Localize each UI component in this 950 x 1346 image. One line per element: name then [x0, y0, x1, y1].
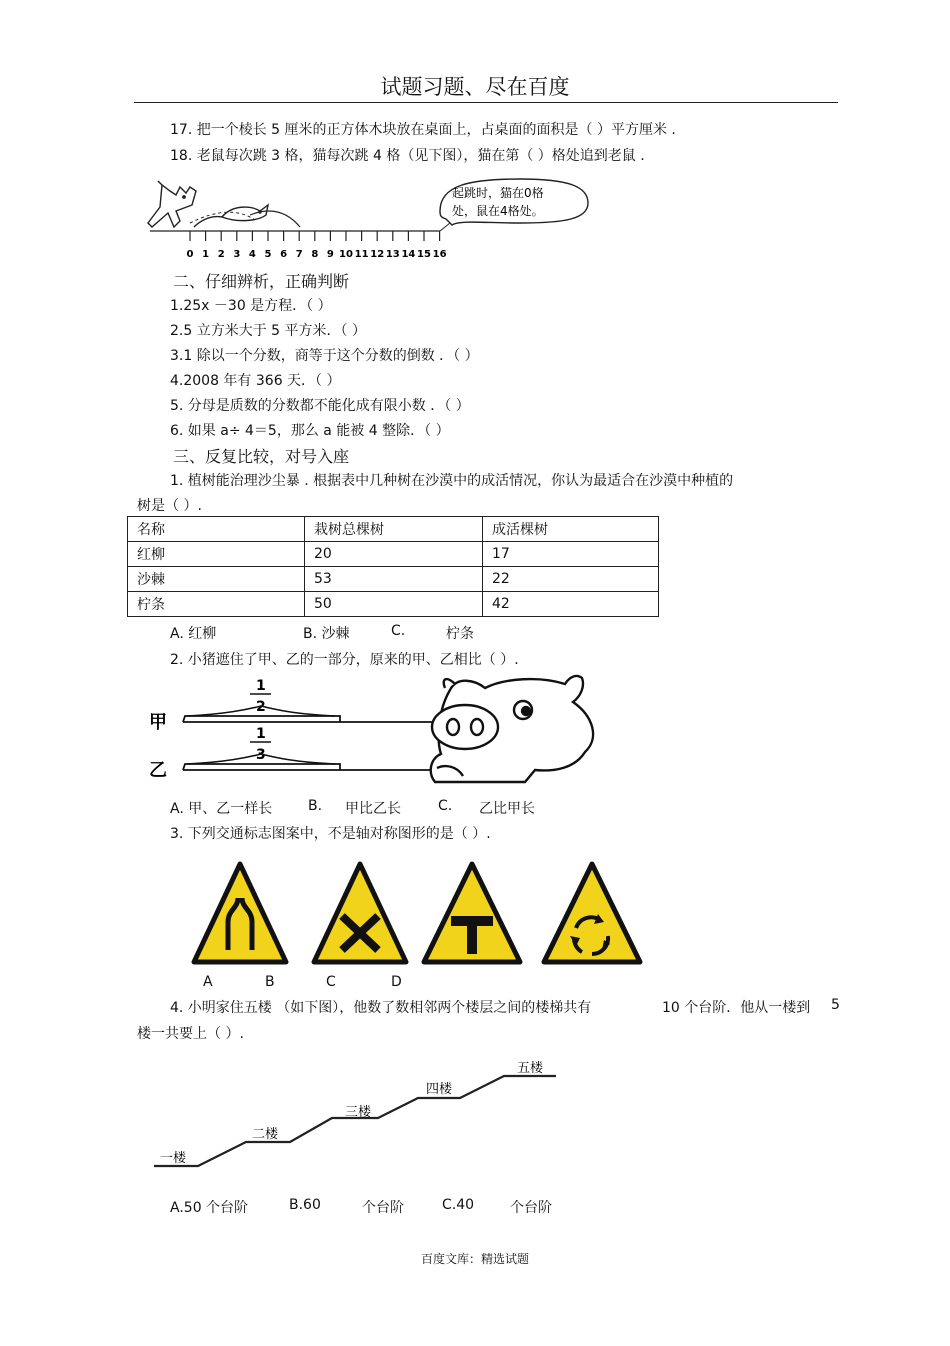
number-line-tick-label: 0	[186, 249, 194, 260]
number-line-tick-label: 15	[417, 249, 431, 260]
traffic-sign-d-roundabout-icon	[544, 864, 640, 962]
mc4-option-b-unit: 个台阶	[362, 1200, 404, 1216]
mc1-question-line1: 1. 植树能治理沙尘暴 . 根据表中几种树在沙漠中的成活情况，你认为最适合在沙漠中种植的	[170, 473, 734, 489]
number-line-tick-label: 16	[432, 249, 447, 260]
mc1-option-b: B. 沙棘	[303, 626, 350, 642]
mc2-option-b-text: 甲比乙长	[345, 801, 401, 817]
mc4-option-b-value: B.60	[289, 1197, 321, 1213]
number-line-tick-label: 14	[401, 249, 416, 260]
fraction-yi-denominator: 3	[256, 747, 266, 763]
bubble-text-line2: 处，鼠在4格处。	[452, 204, 544, 218]
judge-item-6: 6. 如果 a÷ 4＝5，那么 a 能被 4 整除．（ ）	[170, 423, 450, 439]
label-jia: 甲	[149, 712, 167, 733]
table-cell: 红柳	[128, 542, 305, 567]
mc2-question: 2. 小猪遮住了甲、乙的一部分，原来的甲、乙相比（ ）.	[170, 652, 519, 668]
table-header-cell: 成活棵树	[483, 517, 659, 542]
traffic-signs-figure	[190, 858, 645, 968]
fraction-jia-numerator: 1	[256, 678, 266, 694]
mc2-option-c-letter: C.	[438, 798, 453, 814]
floor-label-5: 五楼	[517, 1061, 544, 1076]
table-header-cell: 栽树总棵树	[305, 517, 483, 542]
judge-item-2: 2.5 立方米大于 5 平方米．（ ）	[170, 323, 366, 339]
table-cell: 53	[305, 567, 483, 592]
mc4-question-line1: 4. 小明家住五楼 （如下图），他数了数相邻两个楼层之间的楼梯共有	[170, 1000, 592, 1016]
section-3-title: 三、反复比较，对号入座	[173, 447, 350, 466]
number-line-tick-label: 7	[295, 249, 303, 260]
mc4-option-a: A.50 个台阶	[170, 1200, 249, 1216]
floor-label-1: 一楼	[160, 1151, 187, 1166]
table-row	[128, 567, 659, 592]
mc1-question-line2: 树是（ ）.	[137, 498, 202, 514]
mc2-option-a: A. 甲、乙一样长	[170, 801, 273, 817]
table-cell: 17	[483, 542, 659, 567]
mc1-option-c-letter: C.	[391, 623, 406, 639]
number-line-tick-label: 2	[217, 249, 225, 260]
mc2-option-c-text: 乙比甲长	[479, 801, 535, 817]
judge-item-5: 5. 分母是质数的分数都不能化成有限小数 ．（ ）	[170, 398, 470, 414]
number-line-tick-label: 8	[311, 249, 319, 260]
traffic-sign-b-crossroads-icon	[314, 864, 406, 962]
mc3-question: 3. 下列交通标志图案中，不是轴对称图形的是（ ）.	[170, 826, 491, 842]
mc3-letter-b: B	[265, 974, 275, 990]
fraction-yi-numerator: 1	[256, 726, 266, 742]
table-header-row	[128, 517, 659, 542]
mc4-question-line2: 楼一共要上（ ）.	[137, 1026, 244, 1042]
mc3-letter-c: C	[326, 974, 336, 990]
staircase-figure	[150, 1056, 570, 1171]
table-cell: 50	[305, 592, 483, 617]
mouse-icon	[194, 205, 268, 227]
floor-label-2: 二楼	[252, 1127, 279, 1142]
table-row	[128, 542, 659, 567]
bubble-pointer	[440, 223, 450, 231]
section-2-title: 二、仔细辨析，正确判断	[173, 272, 350, 291]
label-yi: 乙	[149, 760, 167, 781]
number-line-ticks	[187, 231, 447, 260]
table-cell: 22	[483, 567, 659, 592]
table-cell: 42	[483, 592, 659, 617]
floor-label-4: 四楼	[426, 1082, 453, 1097]
page-footer: 百度文库：精选试题	[420, 1252, 529, 1266]
traffic-sign-a-narrow-road-icon	[194, 864, 286, 962]
table-row	[128, 592, 659, 617]
table-cell: 20	[305, 542, 483, 567]
judge-item-4: 4.2008 年有 366 天．（ ）	[170, 373, 341, 389]
mc4-question-line1-tail: 10 个台阶．他从一楼到	[662, 1000, 811, 1016]
tree-survival-table	[127, 516, 659, 617]
bubble-text-line1: 起跳时，猫在0格	[452, 186, 544, 200]
cat-icon	[148, 181, 196, 227]
mc4-option-c-value: C.40	[442, 1197, 475, 1213]
fraction-jia-denominator: 2	[256, 699, 266, 715]
number-line-tick-label: 5	[264, 249, 272, 260]
mc1-option-a: A. 红柳	[170, 626, 217, 642]
mc1-option-c-text: 柠条	[446, 626, 474, 642]
table-header-cell: 名称	[128, 517, 305, 542]
number-line-tick-label: 4	[248, 249, 256, 260]
header-divider	[134, 102, 838, 103]
number-line-tick-label: 6	[280, 249, 288, 260]
question-17: 17. 把一个棱长 5 厘米的正方体木块放在桌面上，占桌面的面积是（ ）平方厘米 .	[170, 122, 676, 138]
segment-yi	[183, 764, 445, 770]
mc2-option-b-letter: B.	[308, 798, 323, 814]
judge-item-3: 3.1 除以一个分数，商等于这个分数的倒数 ．（ ）	[170, 348, 479, 364]
cat-mouse-number-line-figure	[140, 175, 590, 265]
table-cell: 沙棘	[128, 567, 305, 592]
page-header-title: 试题习题、尽在百度	[380, 75, 570, 99]
number-line-tick-label: 13	[385, 249, 400, 260]
number-line-tick-label: 3	[233, 249, 241, 260]
number-line-tick-label: 10	[339, 249, 353, 260]
judge-item-1: 1.25x －30 是方程．（ ）	[170, 298, 332, 314]
segment-jia	[183, 716, 445, 722]
traffic-sign-c-t-junction-icon	[424, 864, 520, 962]
mc3-letter-a: A	[203, 974, 213, 990]
mc4-question-line1-end: 5	[831, 997, 840, 1013]
staircase-line	[154, 1076, 556, 1166]
table-cell: 柠条	[128, 592, 305, 617]
number-line-tick-label: 11	[354, 249, 369, 260]
mc3-letter-d: D	[391, 974, 402, 990]
number-line-tick-label: 12	[370, 249, 385, 260]
question-18: 18. 老鼠每次跳 3 格，猫每次跳 4 格（见下图），猫在第（ ）格处追到老鼠 .	[170, 148, 645, 164]
number-line-tick-label: 9	[326, 249, 334, 260]
pig-segments-figure	[145, 672, 605, 784]
floor-label-3: 三楼	[345, 1105, 372, 1120]
pig-icon	[431, 676, 593, 782]
number-line-tick-label: 1	[202, 249, 210, 260]
mc4-option-c-unit: 个台阶	[510, 1200, 552, 1216]
